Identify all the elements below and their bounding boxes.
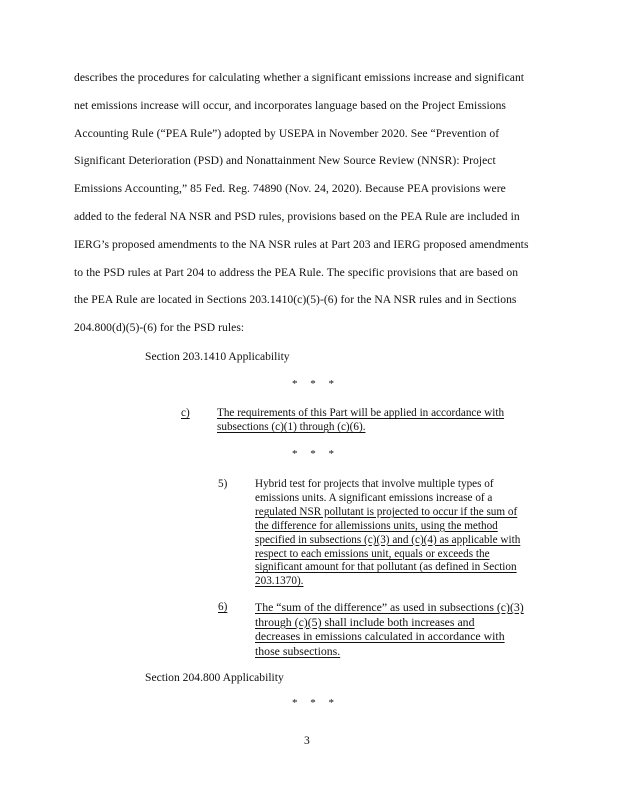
paragraph-line: Emissions Accounting,” 85 Fed. Reg. 74890 (Nov. 24, 2020). Because PEA provisions were <box>74 182 506 196</box>
subsection-c-text: The requirements of this Part will be applied in accordance with subsections (c)(1) through (c)(6). <box>217 407 505 433</box>
paragraph-line: 204.800(d)(5)-(6) for the PSD rules: <box>74 321 245 335</box>
item-6-label: 6) <box>218 601 228 613</box>
section-204-heading: Section 204.800 Applicability <box>145 671 284 684</box>
paragraph-line: describes the procedures for calculating whether a significant emissions increase and significant <box>74 71 525 84</box>
page-number: 3 <box>304 734 310 747</box>
paragraph-line: net emissions increase will occur, and incorporates language based on the Project Emissions <box>74 98 506 112</box>
paragraph-line: the PEA Rule are located in Sections 203.1410(c)(5)-(6) for the NA NSR rules and in Sections <box>74 293 517 307</box>
paragraph-line: Significant Deterioration (PSD) and Nonattainment New Source Review (NNSR): Project <box>74 154 496 168</box>
section-break-stars: * * * <box>292 697 339 709</box>
section-break-stars: * * * <box>292 448 339 460</box>
paragraph-line: Accounting Rule (“PEA Rule”) adopted by USEPA in November 2020. See “Prevention of <box>74 126 500 140</box>
paragraph-line: added to the federal NA NSR and PSD rules, provisions based on the PEA Rule are included in <box>74 209 520 223</box>
item-6-text: The “sum of the difference” as used in subsections (c)(3) through (c)(5) shall include both increases and decreases in emissions calculated in accordance with those subsections. <box>255 600 524 658</box>
paragraph-line: to the PSD rules at Part 204 to address the PEA Rule. The specific provisions that are based on <box>74 265 519 279</box>
item-5-text: Hybrid test for projects that involve multiple types of emissions units. A significant emissions increase of a regulated NSR pollutant is projected to occur if the sum of the difference for allemissions units, using the method specified in subsections (c)(3) and (c)(4) as applicable with respect to each emissions unit, equals or exceeds the significant amount for that pollutant (as defined in Section 203.1370). <box>255 478 521 588</box>
subsection-c-label: c) <box>181 407 190 419</box>
item-5-label: 5) <box>218 478 228 490</box>
paragraph-line: IERG’s proposed amendments to the NA NSR rules at Part 203 and IERG proposed amendments <box>74 237 529 251</box>
section-203-heading: Section 203.1410 Applicability <box>145 350 290 363</box>
section-break-stars: * * * <box>292 378 339 390</box>
body-paragraph <box>74 64 550 342</box>
